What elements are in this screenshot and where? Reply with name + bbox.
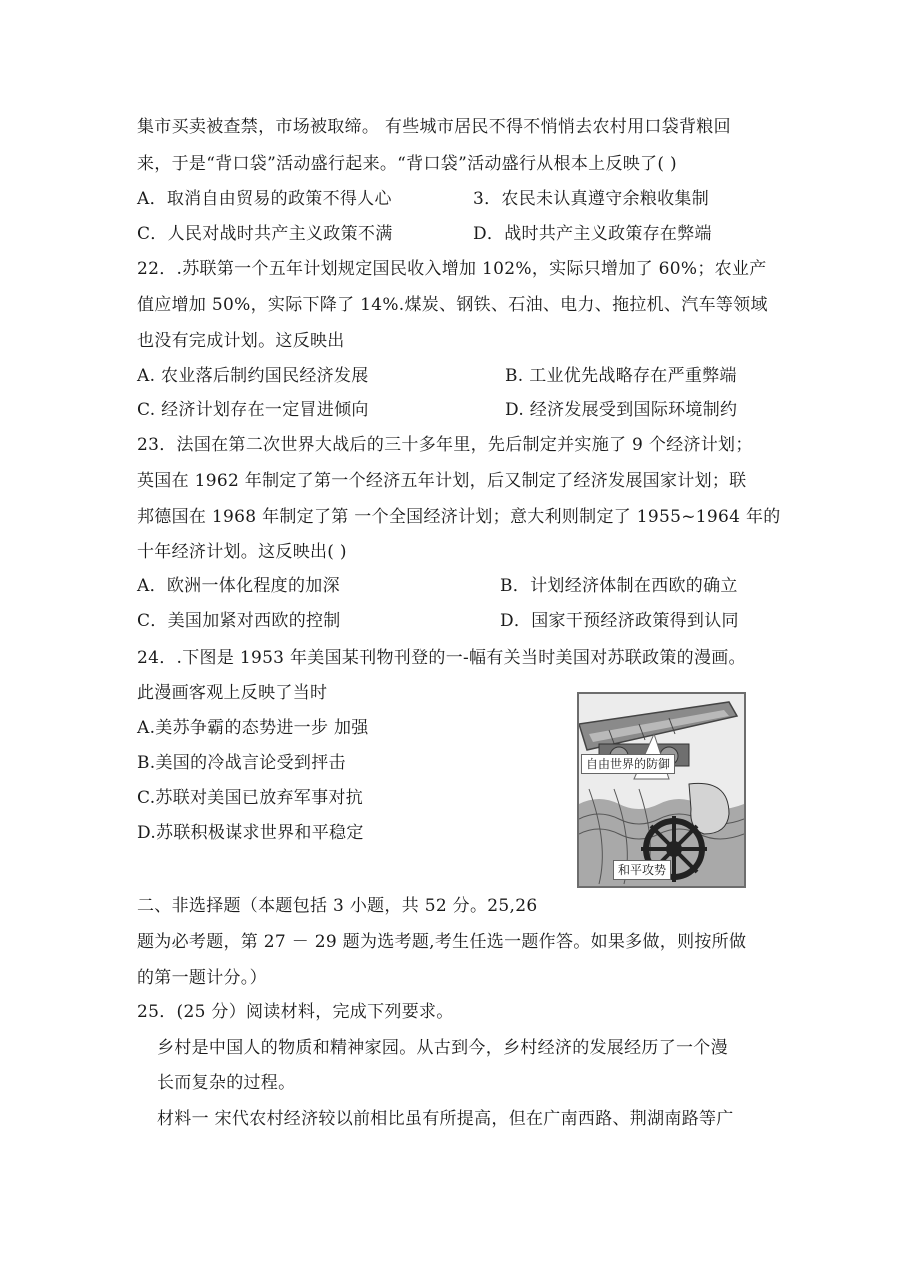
q24-stem-line-1: 24．.下图是 1953 年美国某刊物刊登的一-幅有关当时美国对苏联政策的漫画。 bbox=[137, 648, 746, 668]
cartoon-caption-bottom: 和平攻势 bbox=[613, 860, 671, 880]
q25-passage-line-2: 长而复杂的过程。 bbox=[157, 1073, 296, 1093]
cartoon-caption-top: 自由世界的防御 bbox=[581, 754, 675, 774]
q22-option-a: A. 农业落后制约国民经济发展 bbox=[137, 366, 369, 386]
q22-option-b: B. 工业优先战略存在严重弊端 bbox=[505, 366, 737, 386]
q24-stem-line-2: 此漫画客观上反映了当时 bbox=[137, 683, 328, 703]
q24-option-a: A.美苏争霸的态势进一步 加强 bbox=[137, 718, 369, 738]
q22-option-d: D. 经济发展受到国际环境制约 bbox=[505, 400, 738, 420]
q23-option-b: B．计划经济体制在西欧的确立 bbox=[500, 576, 738, 596]
q23-stem-line-1: 23．法国在第二次世界大战后的三十多年里，先后制定并实施了 9 个经济计划； bbox=[137, 435, 753, 455]
cold-war-cartoon bbox=[577, 692, 746, 888]
q25-stem-line-1: 25．(25 分）阅读材料，完成下列要求。 bbox=[137, 1002, 454, 1022]
q23-stem-line-2: 英国在 1962 年制定了第一个经济五年计划，后又制定了经济发展国家计划；联 bbox=[137, 471, 747, 491]
q24-option-c: C.苏联对美国已放弃军事对抗 bbox=[137, 788, 364, 808]
q25-material-1-line: 材料一 宋代农村经济较以前相比虽有所提高，但在广南西路、荆湖南路等广 bbox=[157, 1109, 734, 1129]
q21-option-a: A．取消自由贸易的政策不得人心 bbox=[137, 189, 392, 209]
q21-option-c: C．人民对战时共产主义政策不满 bbox=[137, 224, 393, 244]
section-2-line-2: 题为必考题，第 27 － 29 题为选考题,考生任选一题作答。如果多做，则按所做 bbox=[137, 932, 747, 952]
q22-stem-line-1: 22．.苏联第一个五年计划规定国民收入增加 102%，实际只增加了 60%；农业产 bbox=[137, 259, 767, 279]
q21-stem-line-2: 来，于是“背口袋”活动盛行起来。“背口袋”活动盛行从根本上反映了( ) bbox=[137, 154, 677, 174]
q21-option-b: 3．农民未认真遵守余粮收集制 bbox=[473, 189, 710, 209]
q23-option-a: A．欧洲一体化程度的加深 bbox=[137, 576, 340, 596]
q22-stem-line-2: 值应增加 50%，实际下降了 14%.煤炭、钢铁、石油、电力、拖拉机、汽车等领域 bbox=[137, 295, 768, 315]
q24-option-d: D.苏联积极谋求世界和平稳定 bbox=[137, 823, 364, 843]
q25-passage-line-1: 乡村是中国人的物质和精神家园。从古到今，乡村经济的发展经历了一个漫 bbox=[157, 1038, 728, 1058]
section-2-line-3: 的第一题计分。） bbox=[137, 968, 267, 988]
q21-stem-line-1: 集市买卖被查禁，市场被取缔。 有些城市居民不得不悄悄去农村用口袋背粮回 bbox=[137, 117, 731, 137]
q23-stem-line-3: 邦德国在 1968 年制定了第 一个全国经济计划；意大利则制定了 1955~1964 年的 bbox=[137, 507, 781, 527]
q22-stem-line-3: 也没有完成计划。这反映出 bbox=[137, 331, 345, 351]
q23-option-c: C．美国加紧对西欧的控制 bbox=[137, 611, 341, 631]
q24-option-b: B.美国的冷战言论受到抨击 bbox=[137, 753, 346, 773]
q23-option-d: D．国家干预经济政策得到认同 bbox=[500, 611, 739, 631]
q23-stem-line-4: 十年经济计划。这反映出( ) bbox=[137, 542, 347, 562]
section-2-line-1: 二、非选择题（本题包括 3 小题，共 52 分。25,26 bbox=[137, 896, 538, 916]
q22-option-c: C. 经济计划存在一定冒进倾向 bbox=[137, 400, 369, 420]
q21-option-d: D．战时共产主义政策存在弊端 bbox=[473, 224, 712, 244]
cartoon-drawing bbox=[579, 694, 744, 886]
